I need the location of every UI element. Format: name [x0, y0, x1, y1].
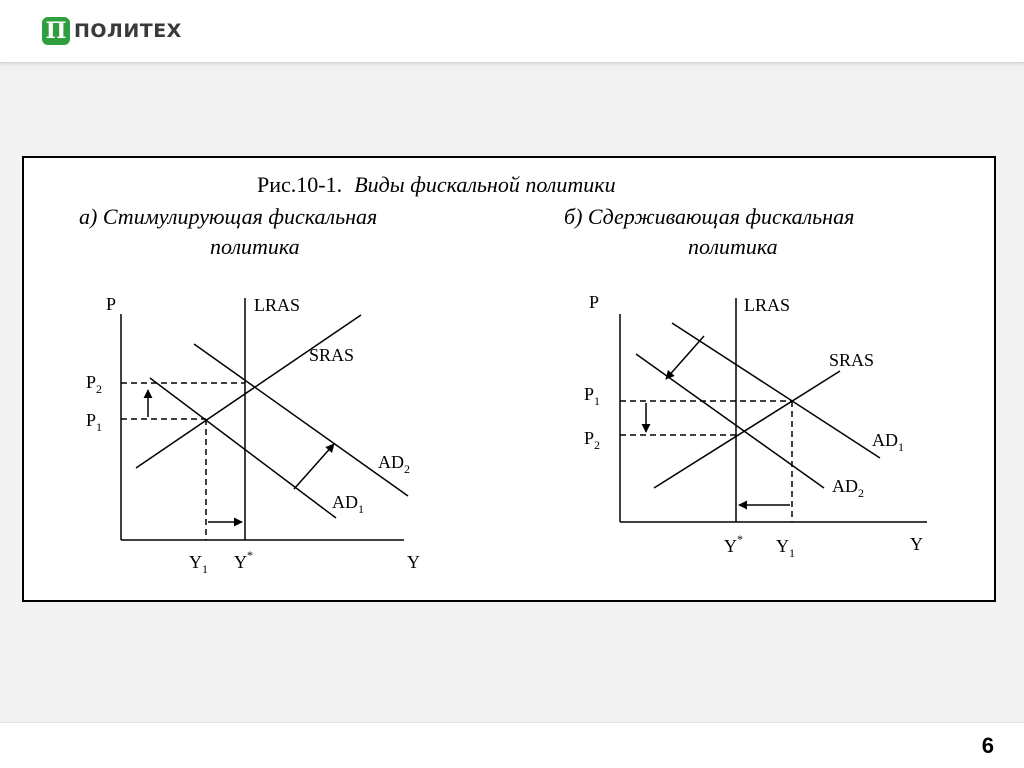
- fiscal-policy-diagram: [24, 158, 994, 600]
- header-bar: [0, 0, 1024, 63]
- panel-b-p1-label: $P_1$: [584, 384, 601, 408]
- panel-a-ad2-label: $AD_2$: [378, 452, 410, 476]
- panel-b-lras-label: LRAS: [744, 295, 791, 315]
- panel-b-ad2-label: $AD_2$: [832, 476, 864, 500]
- panel-a-sras-line: [136, 315, 361, 468]
- panel-a-lras-label: LRAS: [254, 295, 301, 315]
- panel-b-sras-label: SRAS: [829, 350, 875, 370]
- panel-b-heading-line2: политика: [688, 234, 778, 259]
- panel-b-chart: [620, 298, 927, 522]
- figure-title-prefix: Рис.10-1.: [257, 172, 343, 197]
- panel-a-heading: а) Стимулирующая фискальная: [79, 204, 378, 229]
- panel-b-y1-label: $Y_1$: [776, 536, 795, 560]
- panel-b-y-label: Y: [910, 534, 923, 554]
- panel-b-ystar-label: Y*: [724, 532, 743, 556]
- panel-b-ad-shift-arrow: [666, 336, 704, 379]
- page-number: 6: [981, 733, 994, 758]
- panel-b-ad2-line: [636, 354, 824, 488]
- panel-a-y-label: Y: [407, 552, 420, 572]
- panel-a-p-label: P: [106, 294, 117, 314]
- panel-a-sras-label: SRAS: [309, 345, 355, 365]
- panel-a-ad2-line: [194, 344, 408, 496]
- logo-text: ПОЛИТЕХ: [74, 20, 182, 42]
- panel-b-heading: б) Сдерживающая фискальная: [564, 204, 855, 229]
- panel-a-ad1-line: [150, 378, 336, 518]
- panel-a-ystar-label: Y*: [234, 548, 253, 572]
- figure-box: [22, 156, 996, 602]
- figure-title-italic: Виды фискальной политики: [354, 172, 616, 197]
- pi-logo-icon: П: [42, 17, 70, 45]
- footer-bar: [0, 722, 1024, 768]
- panel-a-heading-line2: политика: [210, 234, 300, 259]
- panel-a-ad1-label: $AD_1$: [332, 492, 364, 516]
- panel-a-p2-label: $P_2$: [86, 372, 103, 396]
- figure-title: [257, 172, 616, 197]
- panel-a-labels: [86, 294, 420, 576]
- panel-b-p2-label: $P_2$: [584, 428, 601, 452]
- panel-b-ad1-label: $AD_1$: [872, 430, 904, 454]
- panel-a-chart: [121, 298, 408, 540]
- panel-b-ad1-line: [672, 323, 880, 458]
- panel-a-p1-label: $P_1$: [86, 410, 103, 434]
- panel-a-y1-label: $Y_1$: [189, 552, 208, 576]
- panel-a-ad-shift-arrow: [294, 444, 334, 489]
- logo[interactable]: [42, 16, 182, 46]
- panel-b-sras-line: [654, 371, 840, 488]
- panel-b-p-label: P: [589, 292, 600, 312]
